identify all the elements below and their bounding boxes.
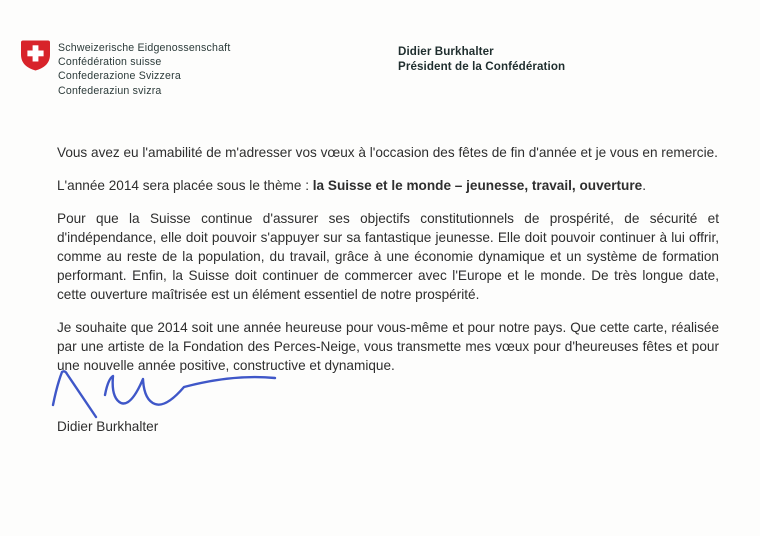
wordmark-line-fr: Confédération suisse	[58, 56, 162, 69]
confederation-wordmark	[58, 40, 230, 98]
paragraph-wishes: Je souhaite que 2014 soit une année heureuse pour vous-même et pour notre pays. Que cette carte, réalisée par une artiste de la Fondation des Perces-Neige, vous transmette mes vœux pour d'heureuses fêtes et pour une nouvelle année positive, constructive et dynamique.	[57, 320, 719, 373]
paragraph-objectives: Pour que la Suisse continue d'assurer ses objectifs constitutionnels de prospérité, de sécurité et d'indépendance, elle doit pouvoir s'appuyer sur sa fantastique jeunesse. Elle doit pouvoir continuer à lui offrir, comme au reste de la population, du travail, grâce à une économie dynamique et un système de formation performant. Enfin, la Suisse doit continuer de commercer avec l'Europe et le monde. De très longue date, cette ouverture maîtrisée est un élément essentiel de notre prospérité.	[57, 211, 719, 302]
theme-title: la Suisse et le monde – jeunesse, travail, ouverture	[312, 178, 643, 193]
wordmark-line-it: Confederazione Svizzera	[58, 70, 181, 83]
letter-body	[57, 143, 719, 389]
sender-name: Didier Burkhalter	[398, 45, 494, 58]
sender-title: Président de la Confédération	[398, 60, 566, 73]
signature-strokes	[53, 371, 275, 417]
theme-suffix: .	[642, 178, 646, 193]
paragraph-thanks: Vous avez eu l'amabilité de m'adresser vos vœux à l'occasion des fêtes de fin d'année et je vous en remercie.	[57, 145, 718, 160]
wordmark-line-de: Schweizerische Eidgenossenschaft	[58, 42, 231, 54]
letterhead-logo	[21, 40, 230, 98]
swiss-shield-icon	[21, 40, 50, 71]
paragraph-theme	[57, 176, 719, 195]
signer-name: Didier Burkhalter	[57, 419, 159, 434]
theme-prefix: L'année 2014 sera placée sous le thème :	[57, 178, 313, 193]
handwritten-signature	[47, 361, 287, 428]
wordmark-line-rm: Confederaziun svizra	[58, 84, 162, 97]
sender-block	[398, 44, 565, 74]
